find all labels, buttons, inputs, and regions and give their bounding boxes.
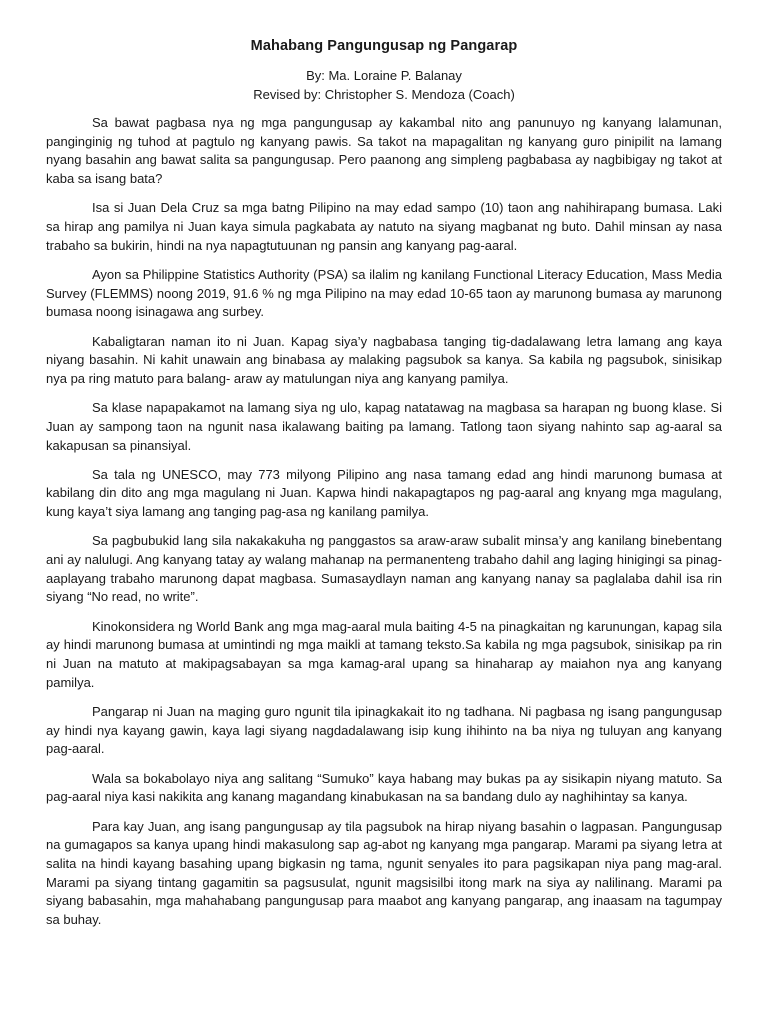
paragraph: Isa si Juan Dela Cruz sa mga batng Pilipino na may edad sampo (10) taon ang nahihirapang bumasa. Laki sa hirap ang pamilya ni Juan kaya simula pagkabata ay natuto na siyang magbanat ng buto. Dahil minsan ay nasa trabaho sa bukirin, hindi na nya napagtutuunan ng pansin ang kanyang pag-aaral. <box>46 200 722 253</box>
byline-block <box>46 66 722 104</box>
author-line: By: Ma. Loraine P. Balanay <box>306 68 462 83</box>
reviser-line: Revised by: Christopher S. Mendoza (Coach) <box>253 87 515 102</box>
paragraph: Para kay Juan, ang isang pangungusap ay tila pagsubok na hirap niyang basahin o lagpasan. Pangungusap na gumagapos sa kanya upang hindi makasulong sap ag-abot ng kanyang mga pangarap. Marami pa siyang letra at salita na hindi kayang basahing upang bigkasin ng tama, ngunit senyales ito para pagsikapan niya pang mag-aral. Marami pa siyang tintang gagamitin sa pagsusulat, ngunit magsisilbi itong mark na siya ay nalilinang. Marami pa siyang babasahin, mga mahahabang pangungusap para maabot ang kanyang pangarap, ang inaasam na tagumpay sa buhay. <box>46 818 722 928</box>
paragraph: Kinokonsidera ng World Bank ang mga mag-aaral mula baiting 4-5 na pinagkaitan ng karunungan, kapag sila ay hindi marunong bumasa at umintindi ng mga maikli at tamang teksto.Sa kabila ng mga pagsubok, sinisikap pa rin ni Juan na matuto at makipagsabayan sa mga kamag-aral upang sa hinaharap ay maiahon nya ang kanyang pamilya. <box>46 618 722 690</box>
document-body <box>46 114 722 930</box>
paragraph: Kabaligtaran naman ito ni Juan. Kapag siya’y nagbabasa tanging tig-dadalawang letra lamang ang kaya niyang basahin. Ni kahit unawain ang binabasa ay malaking pagsubok sa kanya. Sa kabila ng pagsubok, sinisikap nya pa ring matuto para balang- araw ay matulungan niya ang kanyang pamilya. <box>46 333 722 386</box>
paragraph: Pangarap ni Juan na maging guro ngunit tila ipinagkakait ito ng tadhana. Ni pagbasa ng isang pangungusap ay hindi nya kayang gawin, kaya lagi siyang nagdadalawang isip kung ihihinto na ba niya ng tuluyan ang kanyang pag-aaral. <box>46 703 722 757</box>
paragraph: Sa klase napapakamot na lamang siya ng ulo, kapag natatawag na magbasa sa harapan ng buong klase. Si Juan ay sampong taon na ngunit nasa ikalawang baiting pa lamang. Tatlong taon siyang nahinto sap ag-aaral sa kakapusan sa pinansiyal. <box>46 400 722 453</box>
paragraph: Sa pagbubukid lang sila nakakakuha ng panggastos sa araw-araw subalit minsa’y ang kanilang binebentang ani ay nalulugi. Ang kanyang tatay ay walang mahanap na permanenteng trabaho dahil ang laging hinigingi sa pinag-aaplayang trabaho marunong dapat magbasa. Sumasaydlayn naman ang kanyang nanay sa paglalaba dahil isa rin siyang “No read, no write”. <box>46 533 722 605</box>
paragraph: Wala sa bokabolayo niya ang salitang “Sumuko” kaya habang may bukas pa ay sisikapin niyang matuto. Sa pag-aaral niya kasi nakikita ang kanang magandang kinabukasan na sa bandang dulo ay naghihintay sa kanya. <box>46 770 722 805</box>
paragraph: Ayon sa Philippine Statistics Authority (PSA) sa ilalim ng kanilang Functional Literacy Education, Mass Media Survey (FLEMMS) noong 2019, 91.6 % ng mga Pilipino na may edad 10-65 taon ay marunong bumasa ay marunong bumasa noong isinagawa ang surbey. <box>46 266 722 320</box>
document-title: Mahabang Pangungusap ng Pangarap <box>250 38 518 54</box>
paragraph: Sa bawat pagbasa nya ng mga pangungusap ay kakambal nito ang panunuyo ng kanyang lalamunan, panginginig ng tuhod at pagtulo ng kanyang pawis. Sa takot na mapagalitan ng kanyang guro pinipilit na lamang nyang basahin ang bawat salita sa pangungusap. Pero paanong ang simpleng pagbabasa ay nagbibigay ng takot at kaba sa isang bata? <box>46 115 722 187</box>
paragraph: Sa tala ng UNESCO, may 773 milyong Pilipino ang nasa tamang edad ang hindi marunong bumasa at kabilang din dito ang mga magulang ni Juan. Kapwa hindi nakapagtapos ng pag-aaral ang knyang mga magulang, kung kaya’t siya lamang ang tanging pag-asa ng kanilang pamilya. <box>46 466 722 520</box>
